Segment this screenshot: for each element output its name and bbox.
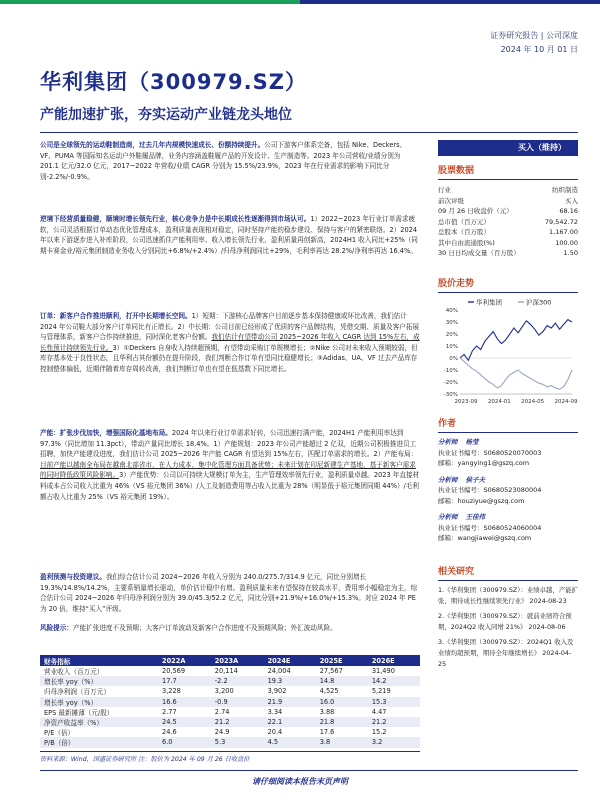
stock-data-value: 79,542.72: [544, 217, 578, 226]
y-tick-label: -30%: [443, 392, 458, 398]
analyst-entry: [438, 437, 578, 469]
stock-data-value: 纺织制造: [552, 186, 578, 194]
table-cell: 3.34: [267, 707, 283, 716]
analyst-email[interactable]: 邮箱：houziyue@gszq.com: [438, 496, 525, 505]
paragraph-lead: 风险提示：: [40, 624, 73, 632]
analyst-name: 杨莹: [465, 438, 479, 446]
y-tick-label: -20%: [443, 380, 458, 386]
stock-data-value: 1,167.00: [549, 228, 578, 236]
price-chart-panel: [438, 276, 578, 296]
paragraph-operations: [40, 214, 420, 256]
table-cell: 3.2: [368, 737, 420, 747]
paragraph-text: 2024 年以来行业订单需求好转，公司迅速打满产能，2024H1 产能利用率达到 97.3%（同比增加 11.3pct），带动产量同比增长 18.4%。1）产能规划：2023 年公司产能超过 2 亿双，近期公司积极推进员工招聘，加快产能建设进度，我们估计公司 2025~2026 年产能 CAGR 有望达到 15%左右，匹配订单需求的增长。2）产能布局：: [40, 429, 418, 459]
table-cell: 24,004: [267, 667, 291, 676]
y-tick-label: 10%: [445, 344, 458, 350]
related-heading: 相关研究: [438, 567, 475, 577]
table-row: [40, 666, 420, 676]
table-cell: 17.6: [319, 728, 335, 737]
series-line-huali: [460, 320, 572, 361]
table-cell: 16.0: [316, 697, 368, 707]
paragraph-capacity: [40, 428, 420, 502]
stock-data-value: 买入: [565, 196, 578, 205]
paragraph-text: 1）短期：下游核心品牌客户目前逐步基本保持健康或环比改善，我们估计 2024 年公司鞋大部分客户订单同比有正增长。2）中长期：公司目前已经形成了优质的客户品牌结构，凭借交期、质量及客户拓展与管理体系，新客户合作持续推进，同时深化老客户份额。: [40, 312, 420, 342]
stock-data-key: 前次评级: [438, 196, 464, 205]
analyst-email[interactable]: 邮箱：yangying1@gszq.com: [438, 459, 530, 467]
table-row-label: 增长率 yoy（%）: [40, 697, 158, 707]
stock-data-key: 行业: [438, 186, 451, 194]
y-tick-label: 20%: [445, 332, 458, 338]
table-row: [40, 737, 420, 747]
analyst-entry: [438, 512, 578, 544]
related-panel: [438, 564, 578, 674]
paragraph-underline: 目前产能以越南全布局在越南北部省市，在人力成本、集中化管理方面具备优势；未来计划在印尼新建生产基地，基于新客户需求的同时降低政策风险影响。: [40, 460, 416, 480]
paragraph-underline: 我们估计有望带动公司 2025~2026 年收入 CAGR 达到 15%左右，成长性预计持续领先行业。: [40, 333, 420, 352]
stock-data-key: 总市值（百万元）: [438, 217, 490, 226]
table-row-label: P/E（倍）: [44, 729, 75, 738]
table-header-row: [40, 655, 420, 666]
stock-data-value: 1.50: [563, 249, 578, 257]
table-cell: 24.9: [214, 728, 230, 737]
table-cell: 31,490: [371, 667, 395, 676]
table-cell: 3,902: [267, 687, 287, 696]
table-header: 2024E: [264, 655, 316, 666]
table-cell: 20,114: [214, 667, 238, 676]
stock-data-panel: [438, 163, 578, 259]
price-chart-heading: 股价走势: [438, 279, 475, 289]
stock-data-heading: 股票数据: [438, 166, 475, 176]
stock-data-value: 68.16: [559, 207, 578, 215]
table-row-label: P/B（倍）: [40, 737, 158, 747]
series-line-csi300: [460, 358, 572, 389]
table-header: 2022A: [158, 655, 211, 666]
paragraph-text: 1）2022~2023 年行业订单需求疲软，公司灵活根据订单动态优化管理成本，盈利质量表现相对稳定，同时坚持产能的稳步建设、保持与客户的紧密联络。2）2024 年以来下游逐步进入补库阶段，公司迅速抓住产能利用率、收入增长领先行业，盈利质量再创新高，2024H1 收入同比+25%（同期卡赛金业/裕元集团制造业务收入分别同比+6.8%/+2.4%）/归母净利润同比+29%，毛利率再达 28.2%/净利率再达 16.4%。: [40, 215, 418, 255]
related-item[interactable]: 2.《华利集团（300979.SZ）：就前业绩符合预期，2024Q2 收入同增 21%》 2024-08-06: [438, 612, 572, 631]
table-row-label: 增长率 yoy（%）: [40, 676, 158, 686]
section-divider: [438, 292, 578, 293]
table-row-label: EPS 最新摊薄（元/股）: [44, 708, 114, 717]
table-cell: 21.2: [211, 717, 264, 727]
table-cell: 14.2: [368, 676, 420, 686]
legend-label: 沪深300: [526, 298, 552, 307]
section-divider: [438, 432, 578, 433]
table-header: 2025E: [316, 655, 368, 666]
paragraph-orders: [40, 311, 420, 375]
table-cell: 14.8: [316, 676, 368, 686]
table-cell: 4.5: [264, 737, 316, 747]
table-row-label: 净资产收益率（%）: [40, 717, 158, 727]
table-row-label: 营业收入（百万元）: [44, 668, 104, 677]
paragraph-overview: [40, 140, 420, 182]
x-tick-label: 2023-09: [454, 399, 478, 405]
table-row: [40, 676, 420, 686]
x-tick-label: 2024-01: [487, 399, 511, 405]
table-cell: 24.5: [158, 717, 211, 727]
table-cell: -2.2: [211, 676, 264, 686]
paragraph-risk: [40, 623, 420, 634]
table-cell: 3,200: [214, 687, 234, 696]
stock-data-value: 100.00: [555, 238, 578, 247]
y-tick-label: 40%: [445, 308, 458, 314]
paragraph-forecast: [40, 572, 420, 614]
x-tick-label: 2024-09: [554, 399, 578, 405]
table-cell: 27,567: [319, 667, 343, 676]
paragraph-text: 3）产能优势：公司以可持续大规模订单为主，生产管理效率领先行业，盈利质量卓越。2023 年直接材料成本占公司收入比重为 46%（VS 裕元集团 36%）/人工及制造费用等占收入比重为 28%（明显低于裕元集团同期 44%）/毛利额占收入比重为 25%（VS 裕元集团 19%）。: [40, 471, 420, 501]
paragraph-text: 产能扩张进度不及预期；大客户订单波动及新客户合作进度不及预期风险；外汇波动风险。: [72, 624, 337, 632]
paragraph-text: 公司下游客户体系完备，包括 Nike、Deckers、VF、PUMA 等国际知名运动户外鞋履品牌，业务内容涵盖鞋履产品的开发设计、生产制造等。2023 年公司营收/业绩分别为 201.1 亿元/32.0 亿元，2017~2022 年营收/业绩 CAGR 分别为 15.5%/23.9%，2023 年在行业需求的影响下同比分别-2.2%/-0.9%。: [40, 141, 407, 181]
table-cell: 5.3: [211, 737, 264, 747]
analyst-email[interactable]: 邮箱：wangjiawei@gszq.com: [438, 534, 532, 542]
footer-disclaimer: 请仔细阅读本报告末页声明: [252, 777, 348, 786]
analyst-label: 分析师: [438, 438, 458, 446]
section-divider: [438, 580, 578, 581]
y-tick-label: 30%: [445, 320, 458, 326]
table-row-label: 归母净利润（百万元）: [44, 688, 110, 697]
analyst-cert: 执业证书编号：S0680523080004: [438, 486, 542, 494]
table-header: 2026E: [368, 655, 420, 666]
paragraph-lead: 公司是全球领先的运动鞋制造商，过去几年内规模快速成长、份额持续提升。: [40, 141, 265, 149]
analyst-entry: [438, 475, 578, 507]
analyst-cert: 执业证书编号：S0680524060004: [438, 523, 542, 532]
stock-data-row: [438, 185, 578, 196]
table-cell: 4.47: [371, 707, 387, 716]
paragraph-lead: 盈利预测与投资建议。: [40, 573, 106, 581]
paragraph-text: 3）①Deckers 自身收入持续超预期，有望带动采购订单规模增长；②Nike 公司对未来收入预期较弱，但库存基本处于良性状态，且华利占其份额仍在提升阶段，我们判断合作订单有望同比稳健增长；③Adidas、UA、VF 过去产品库存控制整体偏低，近期伴随着库存周转改善，我们判断订单也有望在低基数下同比增长。: [40, 343, 418, 373]
report-category: 证券研究报告 | 公司深度: [490, 31, 578, 40]
stock-data-row: [438, 206, 578, 217]
table-cell: 5,219: [371, 687, 391, 696]
table-cell: 3.8: [316, 737, 368, 747]
table-cell: 21.9: [264, 697, 316, 707]
page-subtitle: 产能加速扩张，夯实运动产业链龙头地位: [40, 107, 292, 123]
analyst-heading: 作者: [438, 419, 457, 429]
table-cell: -0.9: [211, 697, 264, 707]
table-cell: 20.4: [267, 728, 283, 737]
stock-data-row: [438, 227, 578, 238]
title-divider: [40, 132, 578, 133]
page-title: 华利集团（300979.SZ）: [40, 70, 307, 94]
analyst-label: 分析师: [438, 513, 458, 521]
header-stripe-blue: [300, 0, 600, 4]
table-cell: 2.74: [214, 707, 230, 716]
table-cell: 4,525: [319, 687, 339, 696]
legend-label: 华利集团: [476, 298, 502, 307]
paragraph-lead: 产能：扩张步伐加快，增强国际化基地布局。: [40, 429, 172, 437]
financial-table: [40, 655, 420, 748]
stock-data-key: 09 月 26 日收盘价（元）: [438, 207, 513, 215]
stock-data-key: 其中自由流通股(%): [438, 238, 495, 247]
table-row: [40, 707, 420, 717]
analyst-name: 王佳伟: [465, 513, 485, 521]
price-chart: [438, 294, 578, 412]
footer-rule: [40, 770, 578, 771]
stock-data-row: [438, 217, 578, 228]
table-row: [40, 727, 420, 737]
report-date: 2024 年 10 月 01 日: [500, 45, 578, 54]
table-cell: 19.3: [264, 676, 316, 686]
paragraph-lead: 订单：新客户合作推进顺利，打开中长期增长空间。: [40, 312, 192, 320]
stock-data-row: [438, 238, 578, 249]
table-cell: 21.8: [316, 717, 368, 727]
table-row: [40, 717, 420, 727]
table-cell: 15.3: [368, 697, 420, 707]
stock-data-key: 总股本（百万股）: [438, 228, 490, 236]
table-header: 财务指标: [40, 655, 158, 666]
analyst-name: 侯子夫: [465, 475, 485, 484]
section-divider: [438, 179, 578, 180]
analyst-label: 分析师: [438, 475, 458, 484]
table-cell: 16.6: [158, 697, 211, 707]
table-bottom-rule: [40, 751, 420, 752]
table-cell: 20,569: [162, 667, 186, 676]
related-item[interactable]: 1.《华利集团（300979.SZ）：业绩卓越，产能扩张、期待成长性继续领先行业》 2024-08-23: [438, 586, 579, 605]
analyst-cert: 执业证书编号：S0680520070003: [438, 448, 542, 457]
stock-data-row: [438, 196, 578, 207]
y-tick-label: 0%: [449, 356, 458, 362]
stock-data-row: [438, 248, 578, 259]
table-cell: 22.1: [264, 717, 316, 727]
stock-data-key: 30 日日均成交量（百万股）: [438, 249, 520, 257]
table-row: [40, 686, 420, 696]
y-tick-label: -10%: [443, 368, 458, 374]
table-cell: 6.0: [158, 737, 211, 747]
table-cell: 21.2: [368, 717, 420, 727]
paragraph-text: 我们综合估计公司 2024~2026 年收入分别为 240.0/275.7/314.9 亿元，同比分别增长 19.3%/14.8%/14.2%，主要系销量增长驱动，单价估计稳中有增。盈利质量未来有望保持在较高水平，费用率小幅稳定为主，综合估计公司 2024~2026 年归母净利润分别为 39.0/45.3/52.2 亿元，同比分别+21.9%/+16.0%/+15.3%。对应 2024 年 PE 为 20 倍，维持“买入”评级。: [40, 573, 418, 613]
related-item[interactable]: 3.《华利集团（300979.SZ）：2024Q1 收入及业绩均超预期，期待全年继续增长》 2024-04-25: [438, 638, 574, 668]
table-header: 2023A: [211, 655, 264, 666]
table-row: [40, 697, 420, 707]
table-source: 资料来源：Wind，国盛证券研究所 注：股价为 2024 年 09 月 26 日收盘价: [40, 756, 250, 763]
paragraph-lead: 逆境下经营质量稳健，顺境时增长领先行业，核心竞争力是中长期成长性逐渐得到市场认可。: [40, 215, 311, 223]
table-cell: 3.88: [319, 707, 335, 716]
analyst-panel: [438, 416, 578, 550]
table-cell: 24.6: [162, 728, 177, 737]
table-cell: 2.77: [162, 707, 177, 716]
x-tick-label: 2024-05: [521, 399, 545, 405]
table-cell: 15.2: [371, 728, 387, 737]
table-cell: 3,228: [162, 687, 181, 696]
header-stripe-green: [0, 0, 300, 4]
table-cell: 17.7: [158, 676, 211, 686]
rating-badge: 买入（维持）: [438, 140, 578, 156]
